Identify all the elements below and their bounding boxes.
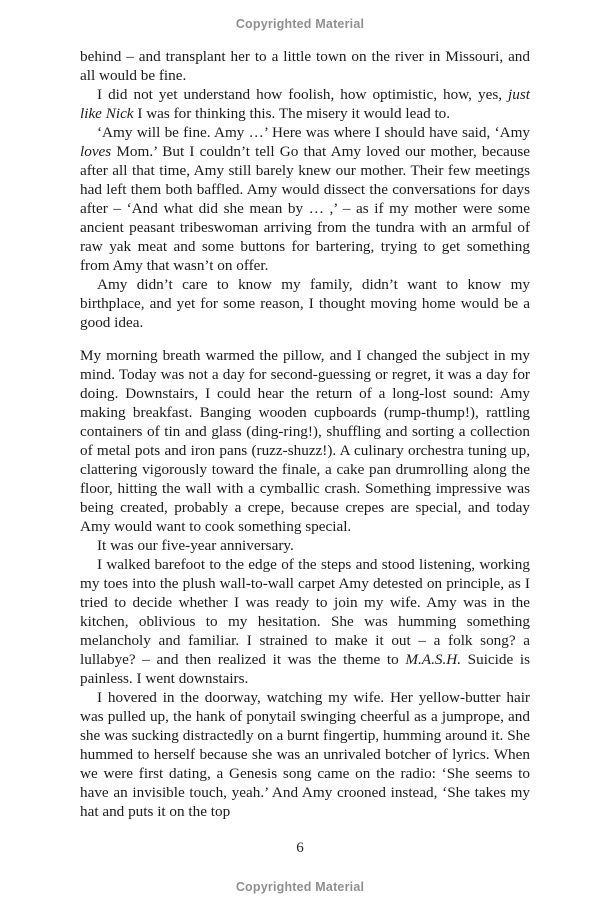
- text-run: I was for thinking this. The misery it would lead to.: [133, 105, 451, 122]
- text-run: loves: [80, 143, 112, 160]
- paragraph: [80, 275, 530, 332]
- text-run: I hovered in the doorway, watching my wife. Her yellow-butter hair was pulled up, the hank of ponytail swinging cheerful as a jumprope, and she was sucking distractedly on a burnt fingertip, humming around it. She hummed to herself because she was an unrivaled botcher of lyrics. When we were first dating, a Genesis song came on the radio: ‘She seems to have an invisible touch, yeah.’ And Amy crooned instead, ‘She takes my hat and puts it on the top: [80, 689, 530, 820]
- text-run: Suicide is painless. I went downstairs.: [80, 651, 531, 687]
- text-run: I walked barefoot to the edge of the steps and stood listening, working my toes into the plush wall-to-wall carpet Amy detested on principle, as I tried to decide whether I was ready to join my wife. Amy was in the kitchen, oblivious to my hesitation. She was humming something melancholy and familiar. I strained to make it out – a folk song? a lullabye? – and then realized it was the theme to: [80, 556, 530, 668]
- paragraph: [80, 536, 530, 555]
- copyright-notice-bottom: Copyrighted Material: [235, 880, 365, 894]
- body-text: [80, 47, 530, 821]
- page-number: 6: [296, 840, 304, 856]
- paragraph: [80, 688, 530, 821]
- paragraph: [80, 47, 530, 85]
- paragraph: [80, 555, 530, 688]
- text-run: It was our five-year anniversary.: [97, 537, 294, 554]
- text-run: M.A.S.H.: [405, 651, 462, 668]
- text-run: Mom.’ But I couldn’t tell Go that Amy loved our mother, because after all that time, Amy still barely knew our mother. Their few meetings had left them both baffled. Amy would dissect the conversations for days after – ‘And what did she mean by … ,’ – as if my mother were some ancient peasant tribeswoman arriving from the tundra with an armful of raw yak meat and some buttons for bartering, trying to get something from Amy that wasn’t on offer.: [80, 143, 530, 274]
- text-run: just like Nick: [80, 86, 530, 122]
- text-run: Amy didn’t care to know my family, didn’t want to know my birthplace, and yet for some reason, I thought moving home would be a good idea.: [80, 276, 530, 331]
- paragraph: [80, 123, 530, 275]
- copyright-notice-top: Copyrighted Material: [235, 17, 365, 31]
- paragraph: [80, 346, 530, 536]
- text-run: ‘Amy will be fine. Amy …’ Here was where I should have said, ‘Amy: [97, 124, 530, 141]
- paragraph: [80, 85, 530, 123]
- text-run: behind – and transplant her to a little town on the river in Missouri, and all would be fine.: [80, 48, 530, 84]
- text-run: My morning breath warmed the pillow, and I changed the subject in my mind. Today was not a day for second-guessing or regret, it was a day for doing. Downstairs, I could hear the return of a long-lost sound: Amy making breakfast. Banging wooden cupboards (rump-thump!), rattling containers of tin and glass (ding-ring!), shuffling and sorting a collection of metal pots and iron pans (ruzz-shuzz!). A culinary orchestra tuning up, clattering vigorously toward the finale, a cake pan drumrolling along the floor, hitting the wall with a cymballic crash. Something impressive was being created, probably a crepe, because crepes are special, and today Amy would want to cook something special.: [80, 347, 530, 535]
- text-run: I did not yet understand how foolish, how optimistic, how, yes,: [97, 86, 509, 103]
